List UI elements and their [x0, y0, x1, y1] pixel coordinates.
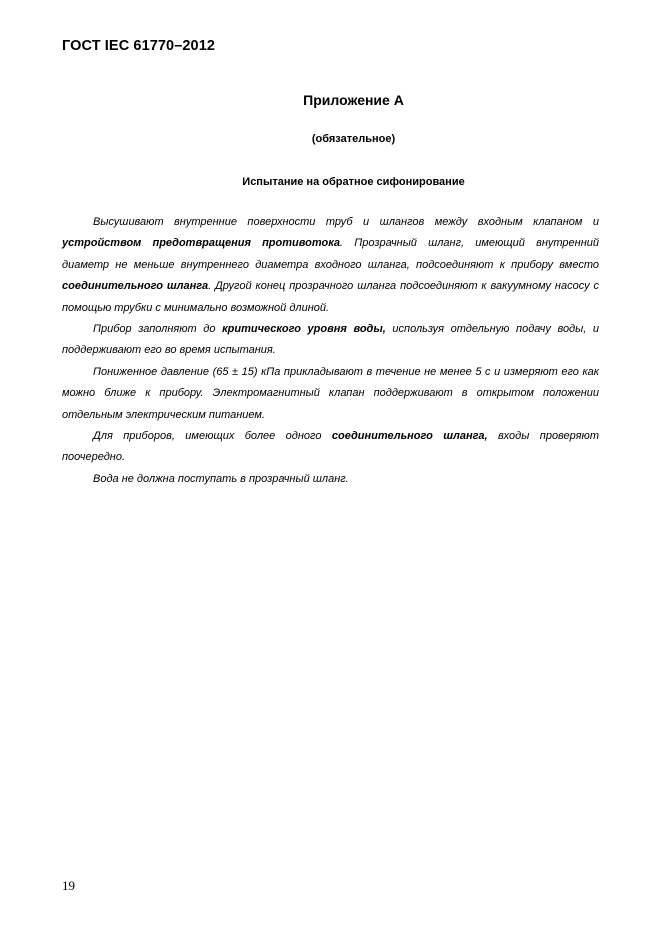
page-number: 19 [62, 878, 75, 893]
paragraph [62, 426, 599, 469]
text-run: используя отдельную подачу воды, и поддерживают его во время испытания. [62, 323, 599, 357]
document-code: ГОСТ IEC 61770–2012 [62, 38, 216, 54]
term-emphasis: критического уровня воды, [222, 323, 386, 336]
paragraph [62, 469, 599, 490]
paragraph [62, 319, 599, 362]
term-emphasis: соединительного шланга [62, 280, 209, 293]
text-run: входы проверяют поочередно. [62, 430, 599, 464]
term-emphasis: устройством предотвращения противотока [62, 237, 341, 250]
section-title: Испытание на обратное сифонирование [242, 176, 465, 188]
text-run: . Прозрачный шланг, имеющий внутренний диаметр не меньше внутреннего диаметра входного шланга, подсоединяют к прибору вместо [62, 237, 599, 271]
text-run: Высушивают внутренние поверхности труб и шлангов между входным клапаном и [93, 216, 599, 228]
text-run: . Другой конец прозрачного шланга подсоединяют к вакуумному насосу с помощью трубки с минимально возможной длиной. [62, 280, 600, 314]
paragraph [62, 212, 599, 319]
text-run: Для приборов, имеющих более одного [93, 430, 332, 443]
appendix-status: (обязательное) [311, 133, 396, 145]
appendix-title: Приложение А [303, 92, 404, 108]
body-text [62, 212, 599, 490]
paragraph [62, 362, 599, 426]
term-emphasis: соединительного шланга, [331, 430, 488, 443]
text-run: Прибор заполняют до [93, 323, 223, 336]
text-run: Пониженное давление (65 ± 15) кПа прикладывают в течение не менее 5 с и измеряют его как можно ближе к прибору. Электромагнитный клапан поддерживают в открытом положении отдельным электрическим питанием. [62, 365, 599, 421]
text-run: Вода не должна поступать в прозрачный шланг. [93, 472, 349, 485]
